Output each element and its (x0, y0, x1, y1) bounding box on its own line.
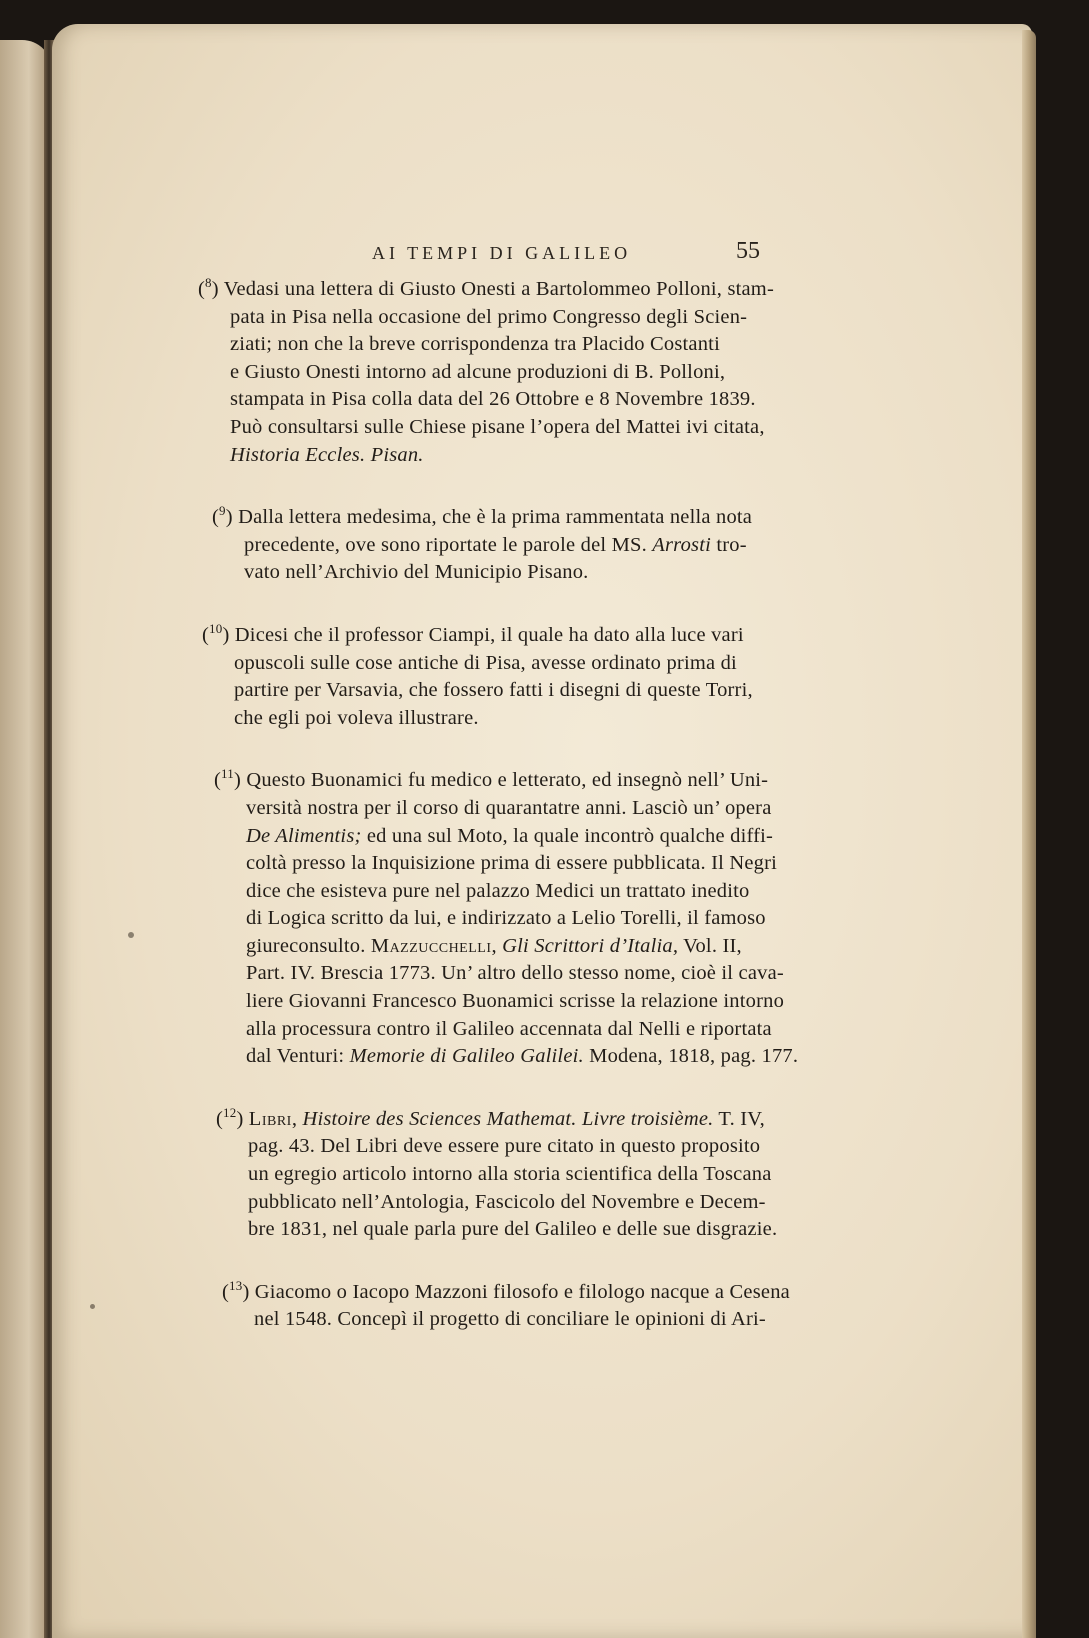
text-run: Può consultarsi sulle Chiese pisane l’opera del Mattei ivi citata, (230, 415, 765, 438)
text-run: di Logica scritto da lui, e indirizzato a Lelio Torelli, il famoso (246, 907, 766, 930)
footnote-line: ($^{12}$) Libri, Histoire des Sciences Mathemat. Livre troisième. T. IV, (216, 1105, 765, 1130)
footnote-line (214, 960, 808, 988)
footnote-marker: 11 (221, 766, 234, 782)
text-run: T. IV, (713, 1107, 765, 1130)
text-run: precedente, ove sono riportate le parole del MS. (244, 533, 653, 556)
footnote-line (214, 878, 808, 906)
text-run: , (291, 1107, 303, 1130)
text-run: Giacomo o Iacopo Mazzoni filosofo e filologo nacque a Cesena (254, 1280, 790, 1303)
footnote-line (214, 1016, 808, 1044)
footnote-line (216, 1161, 808, 1189)
footnote (198, 276, 808, 469)
text-run: , (491, 934, 503, 957)
italic-text: Histoire des Sciences Mathemat. Livre troisième. (302, 1107, 714, 1130)
text-run: che egli poi voleva illustrare. (234, 706, 479, 729)
text-run: ed una sul Moto, la quale incontrò qualche diffi- (361, 824, 774, 847)
footnote-line (216, 1133, 808, 1161)
footnote-line (214, 1043, 808, 1071)
text-run: pag. 43. Del Libri deve essere pure citato in questo proposito (248, 1135, 761, 1158)
text-run: stampata in Pisa colla data del 26 Ottobre e 8 Novembre 1839. (230, 388, 756, 411)
paper-speck (90, 1304, 95, 1309)
text-run: bre 1831, nel quale parla pure del Galileo e delle sue disgrazie. (248, 1218, 778, 1241)
footnote-line: ($^{10}$) Dicesi che il professor Ciampi, il quale ha dato alla luce vari (202, 621, 744, 646)
footnote-line (214, 988, 808, 1016)
text-run: Vol. II, (678, 934, 742, 957)
footnotes (198, 276, 808, 1369)
italic-text: Memorie di Galileo Galilei. (349, 1045, 584, 1068)
paper-speck (128, 932, 134, 938)
footnote-line (214, 850, 808, 878)
footnote-line (198, 414, 808, 442)
text-run: vato nell’Archivio del Municipio Pisano. (244, 561, 589, 584)
footnote-line (198, 442, 808, 470)
text-run: versità nostra per il corso di quarantatre anni. Lasciò un’ opera (246, 796, 772, 819)
footnote-line (212, 559, 808, 587)
italic-text: Gli Scrittori d’Italia, (502, 934, 679, 957)
footnote-line (214, 795, 808, 823)
footnote-line: ($^9$) Dalla lettera medesima, che è la prima rammentata nella nota (212, 503, 753, 529)
text-run: Part. IV. Brescia 1773. Un’ altro dello stesso nome, cioè il cava- (246, 962, 784, 985)
footnote-line (198, 386, 808, 414)
text-run: giureconsulto. (246, 934, 371, 957)
footnote-line (202, 677, 808, 705)
footnote-line (202, 705, 808, 733)
footnote-line (222, 1306, 808, 1334)
footnote-line (216, 1216, 808, 1244)
text-run: Modena, 1818, pag. 177. (583, 1045, 799, 1068)
footnote-marker: 10 (209, 621, 223, 637)
text-run: coltà presso la Inquisizione prima di essere pubblicata. Il Negri (246, 852, 778, 875)
text-run: un egregio articolo intorno alla storia scientifica della Toscana (248, 1163, 772, 1186)
text-run: Dicesi che il professor Ciampi, il quale ha dato alla luce vari (234, 623, 744, 646)
page-number: 55 (736, 238, 760, 264)
text-run: tro- (711, 533, 747, 556)
small-caps-name: Mazzucchelli (370, 934, 492, 957)
footnote-marker: 9 (219, 503, 226, 519)
footnote-line (214, 933, 808, 961)
footnote-marker: 13 (229, 1277, 243, 1293)
footnote-line (214, 905, 808, 933)
footnote (202, 622, 808, 732)
italic-text: Arrosti (652, 533, 712, 556)
footnote-line (198, 304, 808, 332)
text-run: dal Venturi: (246, 1045, 350, 1068)
footnote (222, 1279, 808, 1334)
text-run: ziati; non che la breve corrispondenza tra Placido Costanti (230, 333, 720, 356)
footnote-line (198, 331, 808, 359)
footnote-line: ($^8$) Vedasi una lettera di Giusto Onesti a Bartolommeo Polloni, stam- (198, 275, 774, 300)
text-run: e Giusto Onesti intorno ad alcune produzioni di B. Polloni, (230, 360, 726, 383)
page-fore-edge (1022, 30, 1036, 1638)
text-run: alla processura contro il Galileo accennata dal Nelli e riportata (246, 1017, 772, 1040)
text-run: nel 1548. Concepì il progetto di conciliare le opinioni di Ari- (254, 1308, 766, 1331)
text-run: liere Giovanni Francesco Buonamici scrisse la relazione intorno (246, 990, 785, 1013)
italic-text: Historia Eccles. Pisan. (230, 443, 424, 466)
footnote-line (214, 823, 808, 851)
footnote-marker: 12 (223, 1105, 237, 1121)
footnote-line (198, 359, 808, 387)
footnote-marker: 8 (205, 275, 212, 291)
footnote (212, 504, 808, 587)
italic-text: De Alimentis; (246, 824, 362, 847)
footnote-line (216, 1189, 808, 1217)
running-title: AI TEMPI DI GALILEO (372, 243, 632, 263)
small-caps-name: Libri (248, 1107, 292, 1130)
footnote-line: ($^{11}$) Questo Buonamici fu medico e letterato, ed insegnò nell’ Uni- (214, 766, 769, 792)
text-run: opuscoli sulle cose antiche di Pisa, avesse ordinato prima di (234, 651, 737, 674)
text-run: dice che esisteva pure nel palazzo Medici un trattato inedito (246, 879, 750, 902)
text-run: Dalla lettera medesima, che è la prima rammentata nella nota (238, 506, 753, 529)
footnote-line (212, 532, 808, 560)
text-run: partire per Varsavia, che fossero fatti i disegni di queste Torri, (234, 679, 753, 702)
text-run: Questo Buonamici fu medico e letterato, ed insegnò nell’ Uni- (246, 769, 769, 792)
footnote-line (202, 650, 808, 678)
footnote (214, 767, 808, 1071)
footnote-line: ($^{13}$) Giacomo o Iacopo Mazzoni filosofo e filologo nacque a Cesena (222, 1277, 790, 1303)
text-run: pubblicato nell’Antologia, Fascicolo del Novembre e Decem- (248, 1190, 766, 1213)
text-run: pata in Pisa nella occasione del primo Congresso degli Scien- (230, 305, 748, 328)
text-run: Vedasi una lettera di Giusto Onesti a Bartolommeo Polloni, stam- (223, 278, 774, 300)
footnote (216, 1106, 808, 1244)
